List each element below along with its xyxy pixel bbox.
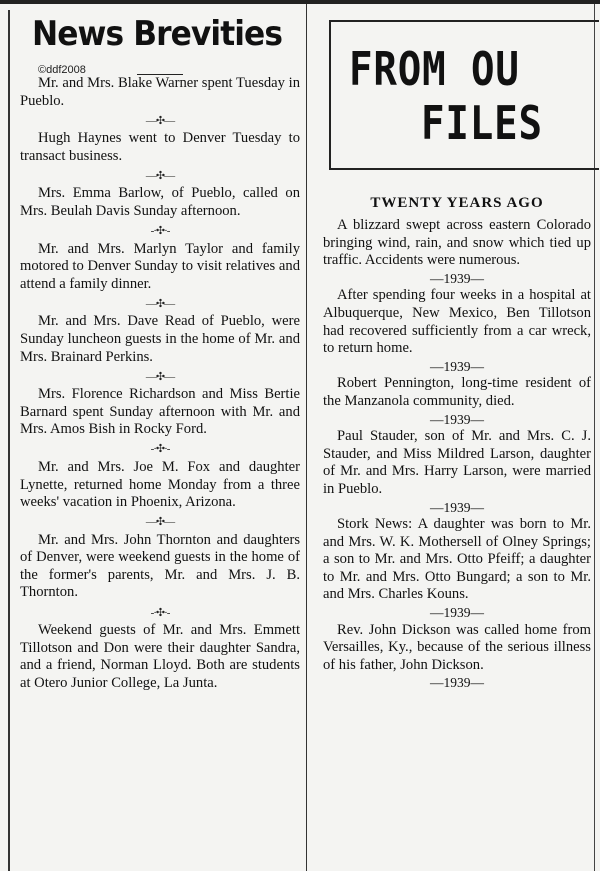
- ornament-separator: —✣—: [145, 297, 175, 310]
- archive-item: Rev. John Dickson was called home from Versailles, Ky., because of the serious illness of his father, John Dickson.: [323, 621, 591, 673]
- year-separator: —1939—: [430, 605, 484, 621]
- section-title: TWENTY YEARS AGO: [370, 195, 544, 211]
- from-our-files-column: [323, 20, 591, 692]
- news-item: Mr. and Mrs. Joe M. Fox and daughter Lynette, returned home Monday from a three weeks' vacation in Phoenix, Arizona.: [20, 458, 300, 511]
- ornament-separator: —✣—: [145, 516, 175, 529]
- watermark: ©ddf2008: [38, 64, 86, 76]
- ornament-separator: -·✣·-: [150, 225, 170, 238]
- top-border: [0, 0, 600, 4]
- news-item: Weekend guests of Mr. and Mrs. Emmett Tillotson and Don were their daughter Sandra, and a friend, Norman Lloyd. Both are students at Otero Junior College, La Junta.: [20, 622, 300, 691]
- header-line-2: FILES: [421, 96, 543, 150]
- ornament-separator: -·✣·-: [150, 443, 170, 456]
- year-separator: —1939—: [430, 675, 484, 691]
- archive-item: Robert Pennington, long-time resident of the Manzanola community, died.: [323, 375, 591, 409]
- news-brevities-column: [20, 14, 300, 692]
- year-separator: —1939—: [430, 358, 484, 374]
- from-our-files-header-box: [329, 20, 599, 170]
- left-column-rule: [8, 10, 10, 871]
- archive-item: Stork News: A daughter was born to Mr. and Mrs. W. K. Mothersell of Olney Springs; a son to Mr. and Mrs. Otto Pfeiff; a daughter to Mr. and Mrs. Otto Bungard; a son to Mr. and Mrs. Charles Kouns.: [323, 516, 591, 603]
- year-separator: —1939—: [430, 411, 484, 427]
- column-divider: [306, 4, 307, 871]
- news-item: Hugh Haynes went to Denver Tuesday to transact business.: [20, 130, 300, 164]
- ornament-separator: —✣—: [145, 370, 175, 383]
- news-item: Mr. and Mrs. Dave Read of Pueblo, were Sunday luncheon guests in the home of Mr. and Mrs. Brainard Perkins.: [20, 313, 300, 365]
- news-item: Mr. and Mrs. Blake Warner spent Tuesday in Pueblo.: [20, 75, 300, 109]
- ornament-separator: -·✣·-: [150, 606, 170, 619]
- year-separator: —1939—: [430, 499, 484, 515]
- news-item: Mrs. Emma Barlow, of Pueblo, called on Mrs. Beulah Davis Sunday afternoon.: [20, 185, 300, 219]
- news-item: Mr. and Mrs. Marlyn Taylor and family motored to Denver Sunday to visit relatives and attend a family dinner.: [20, 240, 300, 292]
- header-line-1: FROM OU: [349, 42, 520, 96]
- year-separator: —1939—: [430, 270, 484, 286]
- masthead-title: News Brevities: [32, 14, 283, 54]
- news-item: Mr. and Mrs. John Thornton and daughters of Denver, were weekend guests in the home of the former's parents, Mr. and Mrs. J. B. Thornton.: [20, 531, 300, 601]
- ornament-separator: —✣—: [145, 169, 175, 182]
- ornament-separator: —✣—: [145, 114, 175, 127]
- archive-item: After spending four weeks in a hospital at Albuquerque, New Mexico, Ben Tillotson had recovered sufficiently from a car wreck, to return home.: [323, 287, 591, 357]
- archive-item: A blizzard swept across eastern Colorado bringing wind, rain, and snow which tied up traffic. Accidents were numerous.: [323, 217, 591, 269]
- archive-item: Paul Stauder, son of Mr. and Mrs. C. J. Stauder, and Miss Mildred Larson, daughter of Mr. and Mrs. Harry Larson, were married in Pueblo.: [323, 428, 591, 497]
- news-item: Mrs. Florence Richardson and Miss Bertie Barnard spent Sunday afternoon with Mr. and Mrs. Amos Bish in Rocky Ford.: [20, 386, 300, 438]
